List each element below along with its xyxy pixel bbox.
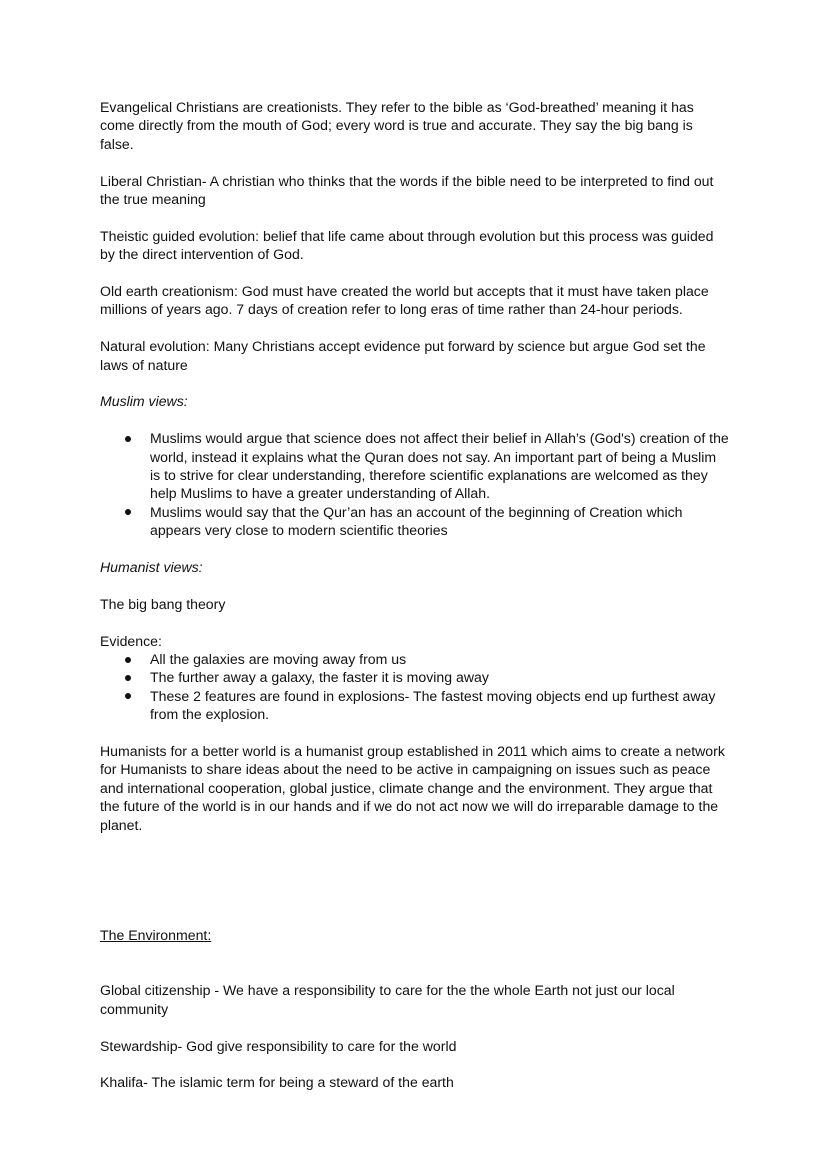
list-item: Muslims would say that the Qur’an has an account of the beginning of Creation which appears very close to modern scientific theories	[100, 503, 730, 540]
paragraph-old-earth-creationism: Old earth creationism: God must have created the world but accepts that it must have taken place millions of years ago. 7 days of creation refer to long eras of time rather than 24-hour periods.	[100, 283, 709, 318]
heading-muslim-views: Muslim views:	[100, 393, 188, 410]
paragraph-khalifa: Khalifa- The islamic term for being a steward of the earth	[100, 1074, 454, 1091]
list-item: All the galaxies are moving away from us	[100, 650, 730, 668]
paragraph-evangelical-christians: Evangelical Christians are creationists. They refer to the bible as ‘God-breathed’ meaning it has come directly from the mouth of God; every word is true and accurate. They say the big bang is false.	[100, 99, 694, 152]
heading-the-environment: The Environment:	[100, 927, 212, 944]
document-page	[100, 98, 730, 1110]
paragraph-liberal-christian: Liberal Christian- A christian who thinks that the words if the bible need to be interpreted to find out the true meaning	[100, 172, 714, 208]
evidence-list	[100, 650, 730, 724]
list-item: The further away a galaxy, the faster it is moving away	[100, 668, 730, 686]
list-item: Muslims would argue that science does not affect their belief in Allah’s (God's) creation of the world, instead it explains what the Quran does not say. An important part of being a Muslim is to strive for clear understanding, therefore scientific explanations are welcomed as they help Muslims to have a greater understanding of Allah.	[100, 429, 730, 503]
paragraph-natural-evolution: Natural evolution: Many Christians accept evidence put forward by science but argue God set the laws of nature	[100, 338, 706, 373]
list-item: These 2 features are found in explosions- The fastest moving objects end up furthest away from the explosion.	[100, 687, 730, 724]
paragraph-theistic-guided-evolution: Theistic guided evolution: belief that life came about through evolution but this process was guided by the direct intervention of God.	[100, 227, 714, 263]
subheading-big-bang-theory: The big bang theory	[100, 595, 226, 612]
label-evidence: Evidence:	[100, 632, 162, 649]
blank-space	[100, 834, 730, 926]
paragraph-stewardship: Stewardship- God give responsibility to care for the world	[100, 1037, 457, 1054]
heading-humanist-views: Humanist views:	[100, 559, 203, 576]
paragraph-global-citizenship: Global citizenship - We have a responsibility to care for the the whole Earth not just our local community	[100, 982, 675, 1017]
muslim-views-list	[100, 429, 730, 539]
paragraph-humanists-for-better-world: Humanists for a better world is a humanist group established in 2011 which aims to create a network for Humanists to share ideas about the need to be active in campaigning on issues such as peace and international cooperation, global justice, climate change and the environment. They argue that the future of the world is in our hands and if we do not act now we will do irreparable damage to the planet.	[100, 743, 725, 833]
